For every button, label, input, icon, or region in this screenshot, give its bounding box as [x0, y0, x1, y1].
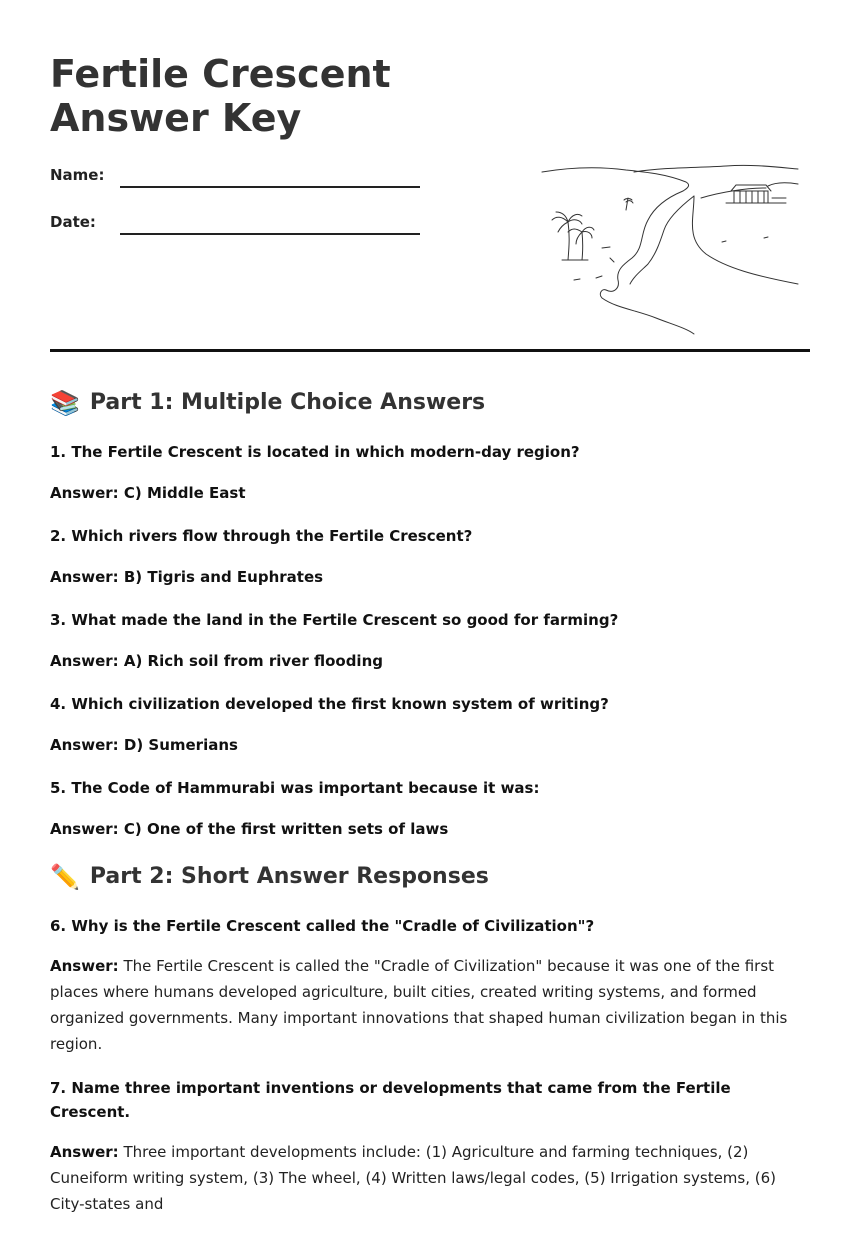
question-3: 3. What made the land in the Fertile Crescent so good for farming?	[50, 611, 619, 629]
answer-7	[50, 1139, 790, 1217]
question-5: 5. The Code of Hammurabi was important because it was:	[50, 779, 540, 797]
date-field	[50, 213, 430, 243]
question-6: 6. Why is the Fertile Crescent called the "Cradle of Civilization"?	[50, 917, 595, 935]
question-2: 2. Which rivers flow through the Fertile Crescent?	[50, 527, 473, 545]
books-icon: 📚	[50, 389, 80, 417]
pencil-icon: ✏️	[50, 863, 80, 891]
question-4: 4. Which civilization developed the first known system of writing?	[50, 695, 609, 713]
answer-1: Answer: C) Middle East	[50, 484, 246, 502]
page-title: Fertile Crescent Answer Key	[50, 52, 391, 140]
answer-6-text: The Fertile Crescent is called the "Cradle of Civilization" because it was one of the first places where humans developed agriculture, built cities, created writing systems, and formed organized governments. Many important innovations that shaped human civilization began in this region.	[50, 957, 788, 1053]
answer-3: Answer: A) Rich soil from river flooding	[50, 652, 383, 670]
part1-title: Part 1: Multiple Choice Answers	[89, 390, 486, 415]
header-divider	[50, 349, 810, 352]
date-label: Date:	[50, 213, 96, 231]
name-input-line[interactable]	[120, 186, 420, 188]
answer-2: Answer: B) Tigris and Euphrates	[50, 568, 324, 586]
part2-title: Part 2: Short Answer Responses	[89, 864, 489, 889]
part1-heading	[50, 386, 790, 420]
question-1: 1. The Fertile Crescent is located in which modern-day region?	[50, 443, 580, 461]
answer-6	[50, 953, 790, 1057]
date-input-line[interactable]	[120, 233, 420, 235]
content	[50, 386, 790, 1236]
answer-6-label: Answer:	[50, 957, 119, 975]
river-landscape-sketch-icon	[536, 158, 806, 338]
answer-7-label: Answer:	[50, 1143, 119, 1161]
answer-4: Answer: D) Sumerians	[50, 736, 238, 754]
question-7: 7. Name three important inventions or developments that came from the Fertile Crescent.	[50, 1079, 731, 1121]
name-label: Name:	[50, 166, 105, 184]
part2-heading	[50, 860, 790, 894]
answer-5: Answer: C) One of the first written sets of laws	[50, 820, 449, 838]
answer-7-text: Three important developments include: (1) Agriculture and farming techniques, (2) Cuneiform writing system, (3) The wheel, (4) Written laws/legal codes, (5) Irrigation systems, (6) City-states and	[50, 1143, 777, 1213]
name-field	[50, 166, 430, 196]
